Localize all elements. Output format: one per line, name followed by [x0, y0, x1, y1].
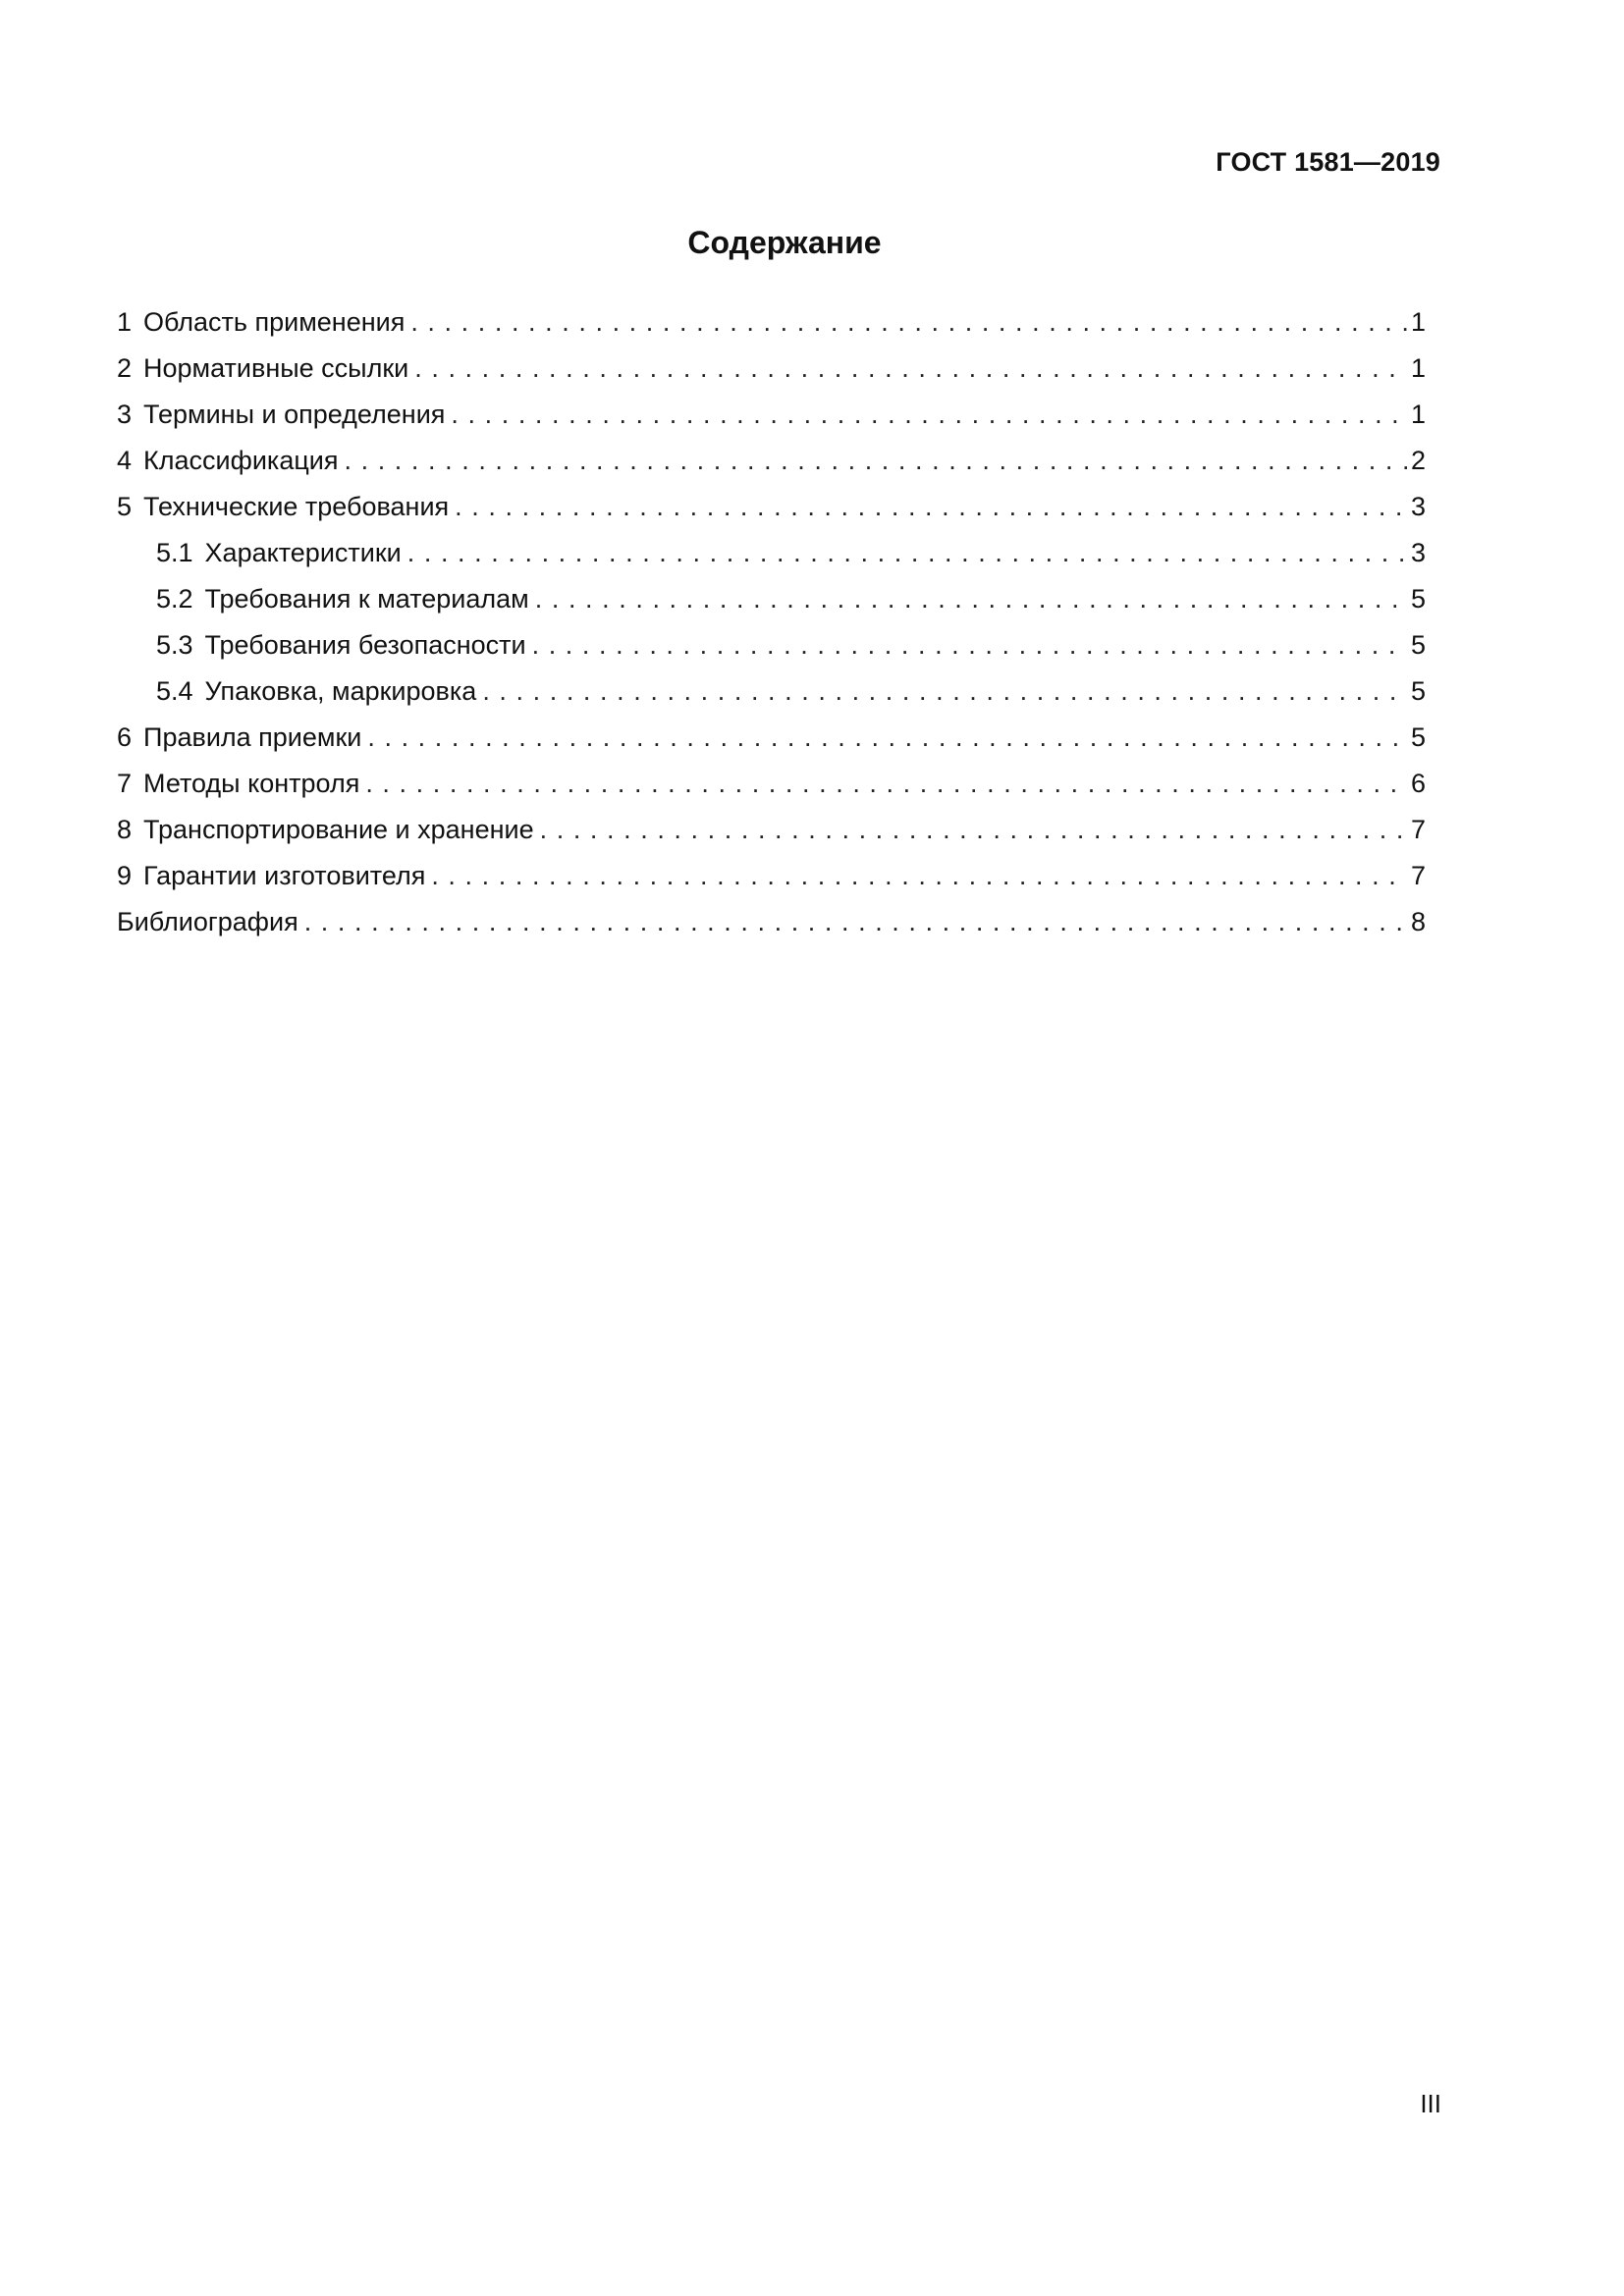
dot-leader: [345, 438, 1407, 484]
toc-entry-title: Термины и определения: [143, 400, 446, 429]
dot-leader: [365, 761, 1407, 807]
toc-entry-5[interactable]: [117, 484, 1426, 530]
toc-entry-title: Технические требования: [143, 492, 450, 521]
toc-entry-9[interactable]: [117, 853, 1426, 899]
toc-entry-1[interactable]: [117, 299, 1426, 346]
toc-entry-number: 5.3: [156, 630, 193, 660]
toc-entry-5-3[interactable]: [117, 622, 1426, 668]
toc-entry-number: 1: [117, 307, 133, 337]
toc-entry-page: 7: [1410, 815, 1426, 844]
toc-entry-5-4[interactable]: [117, 668, 1426, 715]
toc-entry-title: Требования безопасности: [204, 630, 526, 660]
toc-entry-4[interactable]: [117, 438, 1426, 484]
toc-entry-number: 2: [117, 353, 133, 383]
toc-entry-number: 5.1: [156, 538, 193, 567]
dot-leader: [431, 853, 1407, 899]
dot-leader: [482, 668, 1407, 715]
dot-leader: [304, 899, 1407, 945]
toc-entry-page: 3: [1410, 492, 1426, 521]
toc-entry-title: Область применения: [143, 307, 406, 337]
toc-entry-number: 4: [117, 446, 133, 475]
toc-entry-bibliography[interactable]: [117, 899, 1426, 945]
toc-entry-page: 6: [1410, 769, 1426, 798]
toc-entry-page: 8: [1410, 907, 1426, 936]
toc-entry-page: 1: [1410, 400, 1426, 429]
toc-entry-number: 6: [117, 722, 133, 752]
toc-entry-8[interactable]: [117, 807, 1426, 853]
toc-entry-number: 5.4: [156, 676, 193, 706]
toc-entry-number: 9: [117, 861, 133, 890]
toc-entry-number: 7: [117, 769, 133, 798]
toc-title: Содержание: [687, 225, 882, 260]
toc-entry-page: 5: [1410, 584, 1426, 614]
toc-entry-title: Методы контроля: [143, 769, 360, 798]
toc-entry-page: 5: [1410, 630, 1426, 660]
toc-entry-number: 8: [117, 815, 133, 844]
toc-entry-number: 5: [117, 492, 133, 521]
toc-entry-5-1[interactable]: [117, 530, 1426, 576]
dot-leader: [407, 530, 1407, 576]
dot-leader: [540, 807, 1407, 853]
dot-leader: [451, 392, 1407, 438]
toc-entry-title: Правила приемки: [143, 722, 362, 752]
dot-leader: [455, 484, 1407, 530]
toc-entry-page: 1: [1410, 307, 1426, 337]
toc-entry-number: 5.2: [156, 584, 193, 614]
toc-entry-title: Характеристики: [204, 538, 402, 567]
toc-entry-title: Нормативные ссылки: [143, 353, 409, 383]
toc-entry-title: Гарантии изготовителя: [143, 861, 426, 890]
dot-leader: [410, 299, 1407, 346]
toc-entry-page: 7: [1410, 861, 1426, 890]
toc-entry-title: Требования к материалам: [204, 584, 529, 614]
document-code: ГОСТ 1581—2019: [1216, 147, 1440, 177]
toc-entry-page: 5: [1410, 676, 1426, 706]
toc-entry-title: Классификация: [143, 446, 339, 475]
toc-entry-5-2[interactable]: [117, 576, 1426, 622]
toc-entry-title: Библиография: [117, 907, 298, 936]
toc-entry-page: 3: [1410, 538, 1426, 567]
toc-entry-2[interactable]: [117, 346, 1426, 392]
dot-leader: [532, 622, 1407, 668]
toc-entry-3[interactable]: [117, 392, 1426, 438]
toc-entry-6[interactable]: [117, 715, 1426, 761]
toc-entry-title: Упаковка, маркировка: [204, 676, 477, 706]
toc-entry-page: 1: [1410, 353, 1426, 383]
toc-entry-page: 5: [1410, 722, 1426, 752]
toc-entry-title: Транспортирование и хранение: [143, 815, 534, 844]
dot-leader: [535, 576, 1407, 622]
toc-entry-page: 2: [1410, 446, 1426, 475]
page-number: III: [1420, 2089, 1441, 2118]
dot-leader: [367, 715, 1407, 761]
table-of-contents: [117, 299, 1426, 945]
toc-entry-7[interactable]: [117, 761, 1426, 807]
dot-leader: [414, 346, 1407, 392]
toc-entry-number: 3: [117, 400, 133, 429]
